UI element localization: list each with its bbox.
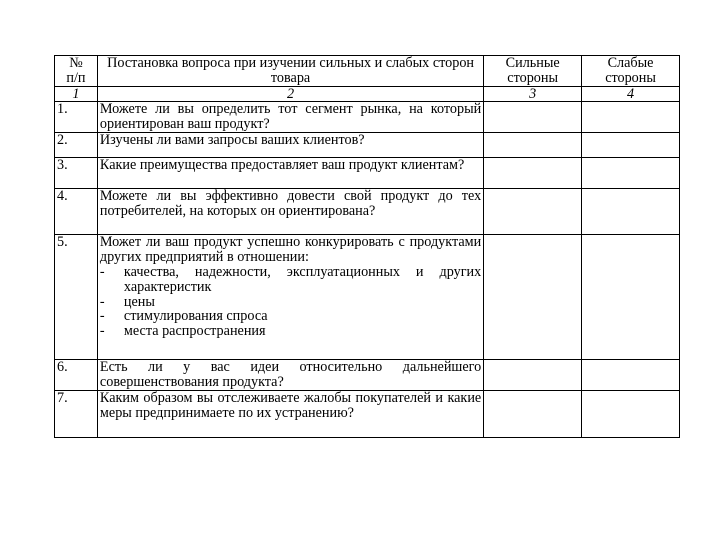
table-row bbox=[55, 391, 680, 438]
row-number: 2. bbox=[55, 133, 98, 158]
sub-item-text: стимулирования спроса bbox=[123, 308, 268, 325]
row-question: Можете ли вы определить тот сегмент рынка, на который ориентирован ваш продукт? bbox=[97, 102, 483, 133]
column-index: 4 bbox=[582, 86, 680, 102]
weaknesses-cell bbox=[582, 235, 680, 360]
weaknesses-cell bbox=[582, 391, 680, 438]
strengths-cell bbox=[484, 360, 582, 391]
dash-bullet: - bbox=[99, 293, 105, 310]
weaknesses-cell bbox=[582, 158, 680, 189]
header-number-abbr: п/п bbox=[66, 69, 86, 86]
sub-item bbox=[100, 265, 481, 295]
strengths-cell bbox=[484, 391, 582, 438]
header-strengths: Сильные стороны bbox=[484, 56, 582, 87]
row-question: Можете ли вы эффективно довести свой продукт до тех потребителей, на которых он ориентирована? bbox=[97, 189, 483, 235]
dash-bullet: - bbox=[99, 308, 105, 325]
weaknesses-cell bbox=[582, 189, 680, 235]
column-index-row bbox=[55, 86, 680, 102]
row-number: 4. bbox=[55, 189, 98, 235]
row-question: Изучены ли вами запросы ваших клиентов? bbox=[97, 133, 483, 158]
swot-question-table bbox=[54, 55, 680, 438]
strengths-cell bbox=[484, 189, 582, 235]
header-weaknesses: Слабые стороны bbox=[582, 56, 680, 87]
sub-item-text: качества, надежности, эксплуатационных и других характеристик bbox=[123, 263, 482, 295]
header-number-sign: № bbox=[69, 55, 83, 71]
row-question-text: Может ли ваш продукт успешно конкурировать с продуктами других предприятий в отношении: bbox=[99, 234, 482, 266]
row-question: Есть ли у вас идеи относительно дальнейшего совершенствования продукта? bbox=[97, 360, 483, 391]
row-number: 1. bbox=[55, 102, 98, 133]
strengths-cell bbox=[484, 235, 582, 360]
row-question bbox=[97, 235, 483, 360]
row-number: 5. bbox=[55, 235, 98, 360]
header-row bbox=[55, 56, 680, 87]
row-number: 6. bbox=[55, 360, 98, 391]
column-index: 2 bbox=[97, 86, 483, 102]
header-question: Постановка вопроса при изучении сильных и слабых сторон товара bbox=[97, 56, 483, 87]
strengths-cell bbox=[484, 133, 582, 158]
row-question: Каким образом вы отслеживаете жалобы покупателей и какие меры предпринимаете по их устранению? bbox=[97, 391, 483, 438]
column-index: 1 bbox=[55, 86, 98, 102]
sub-item-text: места распространения bbox=[123, 323, 266, 340]
row-number: 7. bbox=[55, 391, 98, 438]
weaknesses-cell bbox=[582, 133, 680, 158]
sub-item bbox=[100, 324, 481, 339]
dash-bullet: - bbox=[99, 263, 105, 280]
table-row bbox=[55, 133, 680, 158]
column-index: 3 bbox=[484, 86, 582, 102]
row-question: Какие преимущества предоставляет ваш продукт клиентам? bbox=[97, 158, 483, 189]
table-row bbox=[55, 158, 680, 189]
row-number: 3. bbox=[55, 158, 98, 189]
sub-item-text: цены bbox=[123, 293, 155, 310]
table-row bbox=[55, 102, 680, 133]
weaknesses-cell bbox=[582, 360, 680, 391]
strengths-cell bbox=[484, 102, 582, 133]
table-row bbox=[55, 360, 680, 391]
sub-item bbox=[100, 309, 481, 324]
sub-item bbox=[100, 295, 481, 310]
table-row bbox=[55, 189, 680, 235]
table-row bbox=[55, 235, 680, 360]
weaknesses-cell bbox=[582, 102, 680, 133]
header-number bbox=[55, 56, 98, 87]
dash-bullet: - bbox=[99, 323, 105, 340]
strengths-cell bbox=[484, 158, 582, 189]
